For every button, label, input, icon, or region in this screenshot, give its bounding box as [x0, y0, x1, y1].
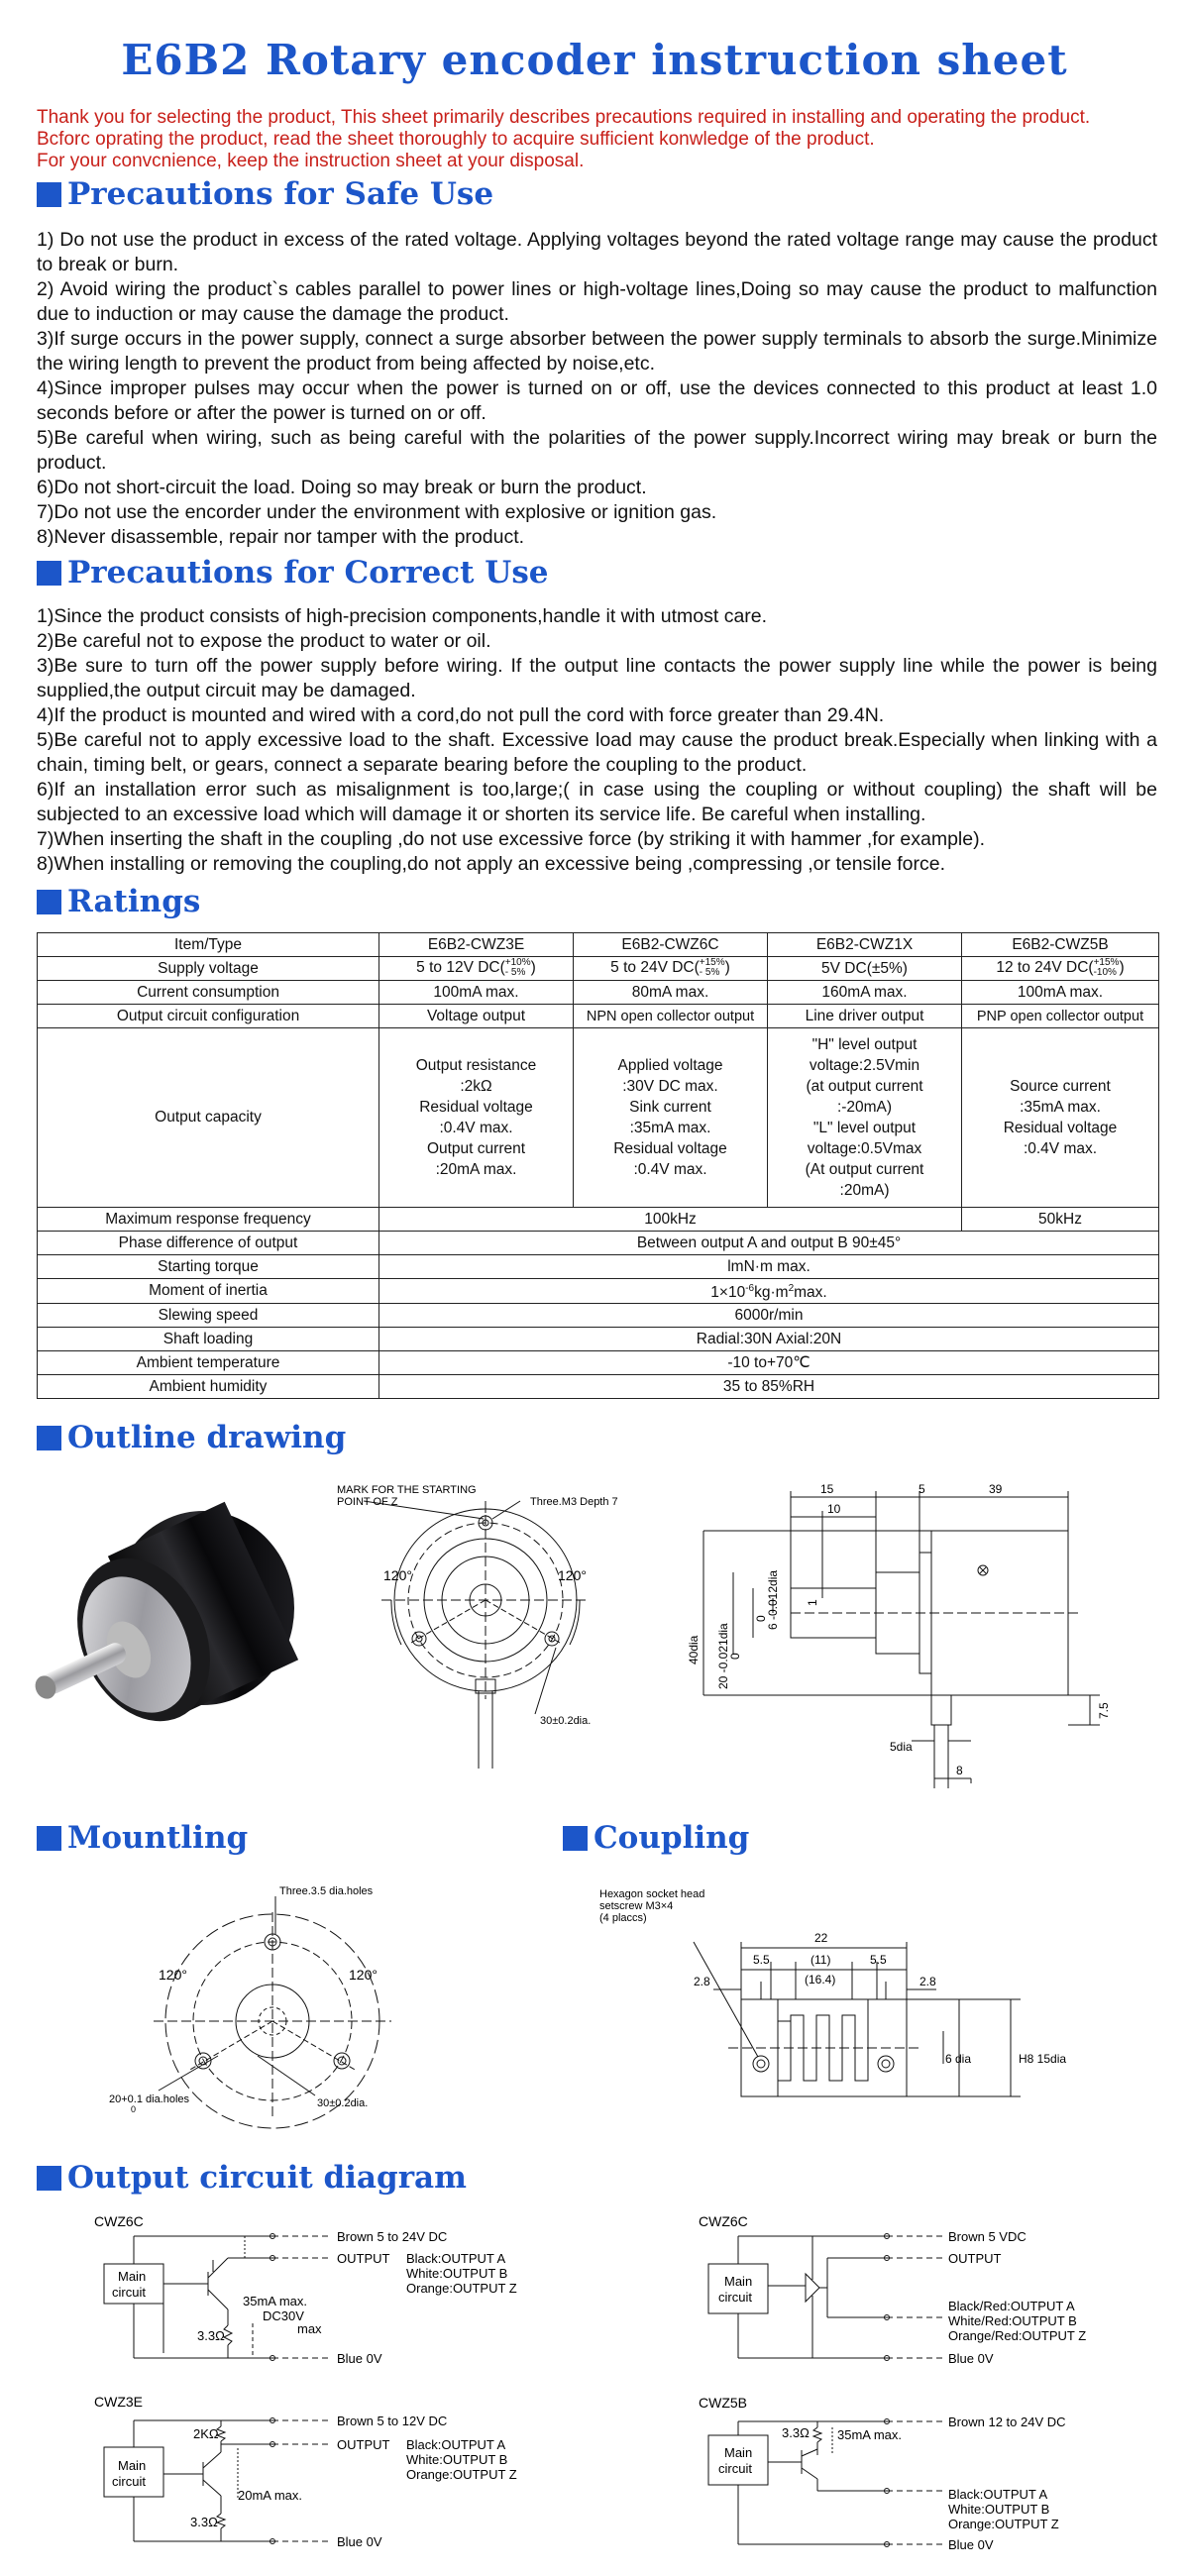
output-label: White:OUTPUT B: [406, 2266, 508, 2281]
hole-label: 20+0.1 dia.holes: [109, 2093, 190, 2105]
table-row: [38, 1232, 1159, 1255]
row-label: Ambient temperature: [38, 1351, 379, 1375]
list-item: 2) Avoid wiring the product`s cables parallel to power lines or high-voltage lines,Doing so may cause the product to malfunction due to induction or may cause the damage the product.: [37, 278, 1157, 325]
box-label: circuit: [112, 2285, 146, 2300]
box-label: Main: [724, 2445, 753, 2460]
dim-label: 0: [754, 1615, 768, 1622]
row-label: Ambient humidity: [38, 1375, 379, 1399]
note-label: 3.3Ω: [782, 2425, 810, 2440]
table-header: E6B2-CWZ5B: [962, 933, 1159, 957]
list-item: 3)Be sure to turn off the power supply before wiring. If the output line contacts the power supply line while the power is being supplied,the output circuit may be damaged.: [37, 655, 1157, 701]
row-label: Maximum response frequency: [38, 1208, 379, 1232]
output-label: White:OUTPUT B: [948, 2502, 1050, 2517]
note-label: 2KΩ: [193, 2426, 219, 2441]
screw-label: Hexagon socket head: [599, 1888, 705, 1900]
section-heading-circuit: [37, 2160, 467, 2196]
dim-label: 40dia: [687, 1635, 701, 1664]
table-row: [38, 981, 1159, 1005]
list-item: 5)Be careful when wiring, such as being careful with the polarities of the power supply.Incorrect wiring may break or burn the product.: [37, 427, 1157, 474]
dim-label: 6 dia: [945, 2052, 972, 2066]
mounting-diagram: [99, 1882, 515, 2130]
box-label: Main: [724, 2274, 753, 2289]
section-title: Mountling: [67, 1820, 249, 1856]
box-label: circuit: [112, 2474, 146, 2489]
heading-square-icon: [37, 182, 61, 207]
row-label: Output circuit configuration: [38, 1005, 379, 1028]
intro-line: Bcforc oprating the product, read the sheet thoroughly to acquire sufficient konwledge of the product.: [37, 129, 875, 150]
wire-label: Brown 12 to 24V DC: [948, 2415, 1066, 2429]
row-label: Shaft loading: [38, 1328, 379, 1351]
wire-label: OUTPUT: [948, 2251, 1002, 2266]
note-label: 3.3Ω: [197, 2328, 225, 2343]
screw-label: setscrew M3×4: [599, 1900, 674, 1912]
table-cell: 35 to 85%RH: [379, 1375, 1159, 1399]
dim-label: 8: [956, 1764, 963, 1777]
list-item: 7)Do not use the encorder under the environment with explosive or ignition gas.: [37, 501, 717, 523]
heading-square-icon: [37, 1426, 61, 1450]
circuit-cwz5b: [699, 2388, 1154, 2561]
table-row: [38, 1028, 1159, 1208]
box-label: circuit: [718, 2290, 752, 2305]
list-item: 1) Do not use the product in excess of the rated voltage. Applying voltages beyond the rated voltage range may cause the product to break or burn.: [37, 229, 1157, 275]
table-row: [38, 1255, 1159, 1279]
screw-label: (4 placcs): [599, 1912, 647, 1924]
box-label: circuit: [718, 2461, 752, 2476]
note-label: 20mA max.: [238, 2488, 303, 2503]
correct-use-list: [37, 604, 1157, 877]
row-label: Phase difference of output: [38, 1232, 379, 1255]
dim-label: 5dia: [890, 1740, 913, 1754]
table-cell: 160mA max.: [768, 981, 962, 1005]
output-label: Orange:OUTPUT Z: [406, 2281, 517, 2296]
mark-label: MARK FOR THE STARTING: [337, 1484, 477, 1496]
table-cell: Voltage output: [379, 1005, 574, 1028]
row-label: Output capacity: [38, 1028, 379, 1208]
section-title: Output circuit diagram: [67, 2160, 467, 2196]
circuit-title: CWZ6C: [699, 2214, 748, 2229]
table-cell: 80mA max.: [574, 981, 768, 1005]
table-cell: 12 to 24V DC(+15% -10% ): [962, 957, 1159, 981]
row-label: Current consumption: [38, 981, 379, 1005]
holes-label: Three.3.5 dia.holes: [279, 1885, 374, 1897]
output-label: Black:OUTPUT A: [948, 2487, 1048, 2502]
circuit-cwz3e: [94, 2393, 550, 2561]
encoder-photo: [30, 1491, 307, 1749]
safe-use-list: [37, 228, 1157, 550]
table-header: E6B2-CWZ1X: [768, 933, 962, 957]
box-label: Main: [118, 2458, 147, 2473]
wire-label: Blue 0V: [337, 2534, 382, 2549]
output-label: Black/Red:OUTPUT A: [948, 2299, 1075, 2313]
note-label: DC30V: [263, 2308, 304, 2323]
table-cell: 6000r/min: [379, 1304, 1159, 1328]
table-header: E6B2-CWZ6C: [574, 933, 768, 957]
dim-label: 6 -0.012dia: [766, 1569, 780, 1630]
table-row: [38, 957, 1159, 981]
list-item: 8)Never disassemble, repair nor tamper with the product.: [37, 526, 525, 548]
list-item: 7)When inserting the shaft in the coupling ,do not use excessive force (by striking it with hammer ,for example).: [37, 828, 986, 850]
intro-line: For your convcnience, keep the instruction sheet at your disposal.: [37, 151, 585, 171]
table-cell: 100mA max.: [962, 981, 1159, 1005]
output-label: Black:OUTPUT A: [406, 2437, 506, 2452]
dim-label: 5.5: [753, 1953, 770, 1967]
table-row: [38, 1005, 1159, 1028]
heading-square-icon: [37, 890, 61, 914]
table-cell: PNP open collector output: [962, 1005, 1159, 1028]
table-cell: "H" level output voltage:2.5Vmin (at output current :-20mA) "L" level output voltage:0.5Vmax (At output current :20mA): [768, 1028, 962, 1208]
output-label: Black:OUTPUT A: [406, 2251, 506, 2266]
section-title: Coupling: [594, 1820, 750, 1856]
table-cell: Output resistance :2kΩ Residual voltage :0.4V max. Output current :20mA max.: [379, 1028, 574, 1208]
outline-side-view: [674, 1481, 1149, 1798]
dim-label: 5: [919, 1482, 925, 1496]
dim-label: 2.8: [919, 1975, 936, 1988]
angle-label: 120°: [349, 1967, 378, 1983]
dim-label: 20 -0.021dia: [716, 1623, 730, 1689]
output-label: White:OUTPUT B: [406, 2452, 508, 2467]
table-header: Item/Type: [38, 933, 379, 957]
note-label: 35mA max.: [837, 2427, 903, 2442]
table-row: [38, 1375, 1159, 1399]
table-cell: Applied voltage :30V DC max. Sink current :35mA max. Residual voltage :0.4V max.: [574, 1028, 768, 1208]
intro-text: [37, 107, 1156, 172]
dim-label: 15: [820, 1482, 834, 1496]
circuit-cwz6c-line-driver: [699, 2214, 1154, 2373]
table-cell: 50kHz: [962, 1208, 1159, 1232]
table-row: [38, 1279, 1159, 1304]
circuit-title: CWZ6C: [94, 2214, 144, 2229]
list-item: 2)Be careful not to expose the product to water or oil.: [37, 630, 491, 652]
output-label: White/Red:OUTPUT B: [948, 2313, 1077, 2328]
dim-label: 7.5: [1097, 1702, 1111, 1719]
dim-label: (16.4): [805, 1973, 836, 1986]
dim-label: 10: [827, 1502, 841, 1516]
table-cell: 100kHz: [379, 1208, 962, 1232]
section-heading-outline: [37, 1420, 346, 1455]
mark-label: POINT OF Z: [337, 1496, 398, 1508]
table-row: [38, 1304, 1159, 1328]
table-cell: Between output A and output B 90±45°: [379, 1232, 1159, 1255]
table-cell: $1\times 10^{-6}kg\cdot m^2\max$.: [379, 1279, 1159, 1304]
table-cell: 5 to 12V DC(+10% - 5% ): [379, 957, 574, 981]
wire-label: OUTPUT: [337, 2251, 390, 2266]
list-item: 8)When installing or removing the coupling,do not apply an excessive being ,compressing ,or tensile force.: [37, 853, 945, 875]
section-heading-ratings: [37, 884, 200, 919]
section-heading-correct: [37, 555, 549, 590]
angle-label: 120°: [159, 1967, 187, 1983]
note-label: max: [297, 2321, 322, 2336]
angle-label: 120°: [558, 1567, 587, 1583]
section-title: Precautions for Correct Use: [67, 555, 549, 590]
dim-label: 5.5: [870, 1953, 887, 1967]
wire-label: Brown 5 VDC: [948, 2229, 1027, 2244]
table-header: E6B2-CWZ3E: [379, 933, 574, 957]
section-heading-safe: [37, 176, 493, 212]
box-label: Main: [118, 2269, 147, 2284]
section-title: Precautions for Safe Use: [67, 176, 494, 212]
dim-label: 0: [728, 1653, 742, 1660]
page-title: E6B2 Rotary encoder instruction sheet: [121, 36, 1068, 84]
dim-label: 22: [814, 1931, 828, 1945]
intro-line: Thank you for selecting the product, This sheet primarily describes precautions required in installing and operating the product.: [37, 107, 1091, 128]
dim-label: 2.8: [694, 1975, 710, 1988]
table-row: [38, 1208, 1159, 1232]
table-cell: Source current :35mA max. Residual voltage :0.4V max.: [962, 1028, 1159, 1208]
row-label: Starting torque: [38, 1255, 379, 1279]
section-heading-coupling: [563, 1820, 749, 1856]
heading-square-icon: [37, 1826, 61, 1851]
dim-label: 39: [989, 1482, 1003, 1496]
coupling-diagram: [594, 1882, 1130, 2130]
table-cell: -10 to+70℃: [379, 1351, 1159, 1375]
section-title: Outline drawing: [67, 1420, 347, 1455]
table-cell: Line driver output: [768, 1005, 962, 1028]
circuit-title: CWZ3E: [94, 2394, 143, 2410]
table-cell: NPN open collector output: [574, 1005, 768, 1028]
circuit-cwz6c-npn: [94, 2214, 550, 2373]
table-cell: Radial:30N Axial:20N: [379, 1328, 1159, 1351]
list-item: 4)Since improper pulses may occur when the power is turned on or off, use the devices connected to this product at least 1.0 seconds before or after the power is turned on or off.: [37, 377, 1157, 424]
output-label: Orange/Red:OUTPUT Z: [948, 2328, 1087, 2343]
list-item: 6)If an installation error such as misalignment is too,large;( in case using the coupling or without coupling) the shaft will be subjected to an excessive load which will damage it or shorten its service life. Be careful when installing.: [37, 779, 1157, 825]
pcd-label: 30±0.2dia.: [317, 2097, 369, 2109]
output-label: Orange:OUTPUT Z: [406, 2467, 517, 2482]
section-title: Ratings: [67, 884, 201, 919]
circuit-title: CWZ5B: [699, 2395, 747, 2411]
list-item: 4)If the product is mounted and wired with a cord,do not pull the cord with force greater than 29.4N.: [37, 704, 885, 726]
dim-label: (11): [811, 1953, 831, 1967]
list-item: 5)Be careful not to apply excessive load to the shaft. Excessive load may cause the product break.Especially when linking with a chain, timing belt, or gears, connect a separate bearing before the coupling to the product.: [37, 729, 1157, 776]
heading-square-icon: [37, 2166, 61, 2191]
list-item: 6)Do not short-circuit the load. Doing so may break or burn the product.: [37, 477, 647, 498]
row-label: Supply voltage: [38, 957, 379, 981]
wire-label: OUTPUT: [337, 2437, 390, 2452]
table-cell: lmN·m max.: [379, 1255, 1159, 1279]
wire-label: Blue 0V: [337, 2351, 382, 2366]
table-cell: 100mA max.: [379, 981, 574, 1005]
ratings-table: [37, 932, 1159, 1399]
note-label: 35mA max.: [243, 2294, 308, 2308]
heading-square-icon: [37, 561, 61, 586]
section-heading-mounting: [37, 1820, 248, 1856]
row-label: Moment of inertia: [38, 1279, 379, 1304]
wire-label: Blue 0V: [948, 2537, 994, 2552]
wire-label: Blue 0V: [948, 2351, 994, 2366]
dim-label: 1: [806, 1599, 819, 1606]
list-item: 3)If surge occurs in the power supply, connect a surge absorber between the power supply terminals to absorb the surge.Minimize the wiring length to prevent the product from being affected by noise,etc.: [37, 328, 1157, 375]
hole-label: 0: [131, 2104, 137, 2114]
row-label: Slewing speed: [38, 1304, 379, 1328]
wire-label: Brown 5 to 12V DC: [337, 2414, 448, 2428]
holes-label: Three.M3 Depth 7: [530, 1496, 618, 1508]
heading-square-icon: [563, 1826, 588, 1851]
output-label: Orange:OUTPUT Z: [948, 2517, 1059, 2531]
outline-front-view: [322, 1481, 619, 1778]
dim-label: H8 15dia: [1019, 2052, 1067, 2066]
table-row: [38, 1351, 1159, 1375]
table-row: [38, 1328, 1159, 1351]
table-cell: 5 to 24V DC(+15% - 5% ): [574, 957, 768, 981]
note-label: 3.3Ω: [190, 2515, 218, 2529]
angle-label: 120°: [383, 1567, 412, 1583]
list-item: 1)Since the product consists of high-precision components,handle it with utmost care.: [37, 605, 768, 627]
pcd-label: 30±0.2dia.: [540, 1715, 592, 1727]
table-cell: 5V DC(±5%): [768, 957, 962, 981]
table-row: [38, 933, 1159, 957]
wire-label: Brown 5 to 24V DC: [337, 2229, 448, 2244]
